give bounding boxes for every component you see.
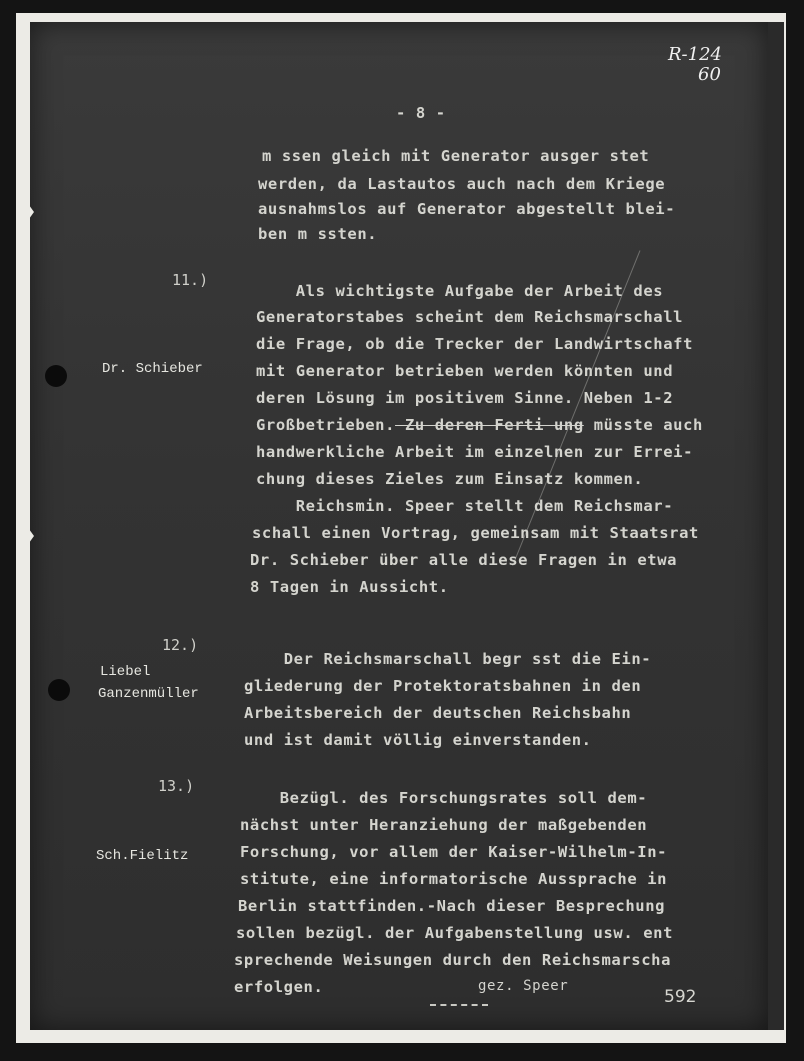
text-line: werden, da Lastautos auch nach dem Kriege [258,175,666,193]
text-segment: müsste auch [583,416,703,434]
page-number-header: - 8 - [396,104,446,122]
text-line: und ist damit völlig einverstanden. [244,731,592,749]
punch-hole-lower [48,679,70,701]
text-line: deren Lösung im positivem Sinne. Neben 1-2 [256,389,674,407]
text-line: erfolgen. [234,978,324,996]
text-line: Als wichtigste Aufgabe der Arbeit des [256,282,664,300]
item-number-13: 13.) [158,777,195,795]
text-line: chung dieses Zieles zum Einsatz kommen. [256,470,644,488]
text-line: Forschung, vor allem der Kaiser-Wilhelm-In- [240,843,668,861]
text-line: nächst unter Heranziehung der maßgebenden [240,816,648,834]
text-line: Der Reichsmarschall begr sst die Ein- [244,650,652,668]
text-line: stitute, eine informatorische Aussprache in [240,870,668,888]
text-line: gliederung der Protektoratsbahnen in den [244,677,642,695]
text-line-with-strike [256,416,703,434]
margin-name-liebel: Liebel [100,664,151,680]
struck-text: Zu deren Ferti ung [395,416,584,434]
text-line: schall einen Vortrag, gemeinsam mit Staatsrat [252,524,699,542]
text-line: Reichsmin. Speer stellt dem Reichsmar- [256,497,674,515]
text-line: ben m ssten. [258,225,378,243]
text-line: die Frage, ob die Trecker der Landwirtschaft [256,335,693,353]
archive-ref-line-1: R-124 [668,44,722,65]
text-line: sprechende Weisungen durch den Reichsmarscha [234,951,671,969]
text-line: sollen bezügl. der Aufgabenstellung usw. ent [236,924,673,942]
margin-name-fielitz: Sch.Fielitz [96,848,189,864]
text-line: m ssen gleich mit Generator ausger stet [262,147,650,165]
text-line: ausnahmslos auf Generator abgestellt blei- [258,200,676,218]
text-line: Bezügl. des Forschungsrates soll dem- [240,789,648,807]
text-line: Dr. Schieber über alle diese Fragen in etwa [250,551,678,569]
archive-ref-line-2: 60 [698,64,721,85]
signature-underline [430,1004,488,1006]
text-segment: Großbetrieben. [256,416,396,434]
text-line: 8 Tagen in Aussicht. [250,578,449,596]
page-stamp-number: 592 [664,987,697,1007]
signature: gez. Speer [478,978,569,994]
margin-name-ganzenmueller: Ganzenmüller [98,686,199,702]
text-line: Generatorstabes scheint dem Reichsmarschall [256,308,684,326]
item-number-12: 12.) [162,636,199,654]
page-edge-shadow [768,22,784,1030]
text-line: Arbeitsbereich der deutschen Reichsbahn [244,704,632,722]
text-line: mit Generator betrieben werden könnten und [256,362,674,380]
text-line: Berlin stattfinden.-Nach dieser Besprechung [238,897,666,915]
item-number-11: 11.) [172,271,209,289]
punch-hole-upper [45,365,67,387]
text-line: handwerkliche Arbeit im einzelnen zur Errei- [256,443,693,461]
margin-name-schieber: Dr. Schieber [102,361,203,377]
